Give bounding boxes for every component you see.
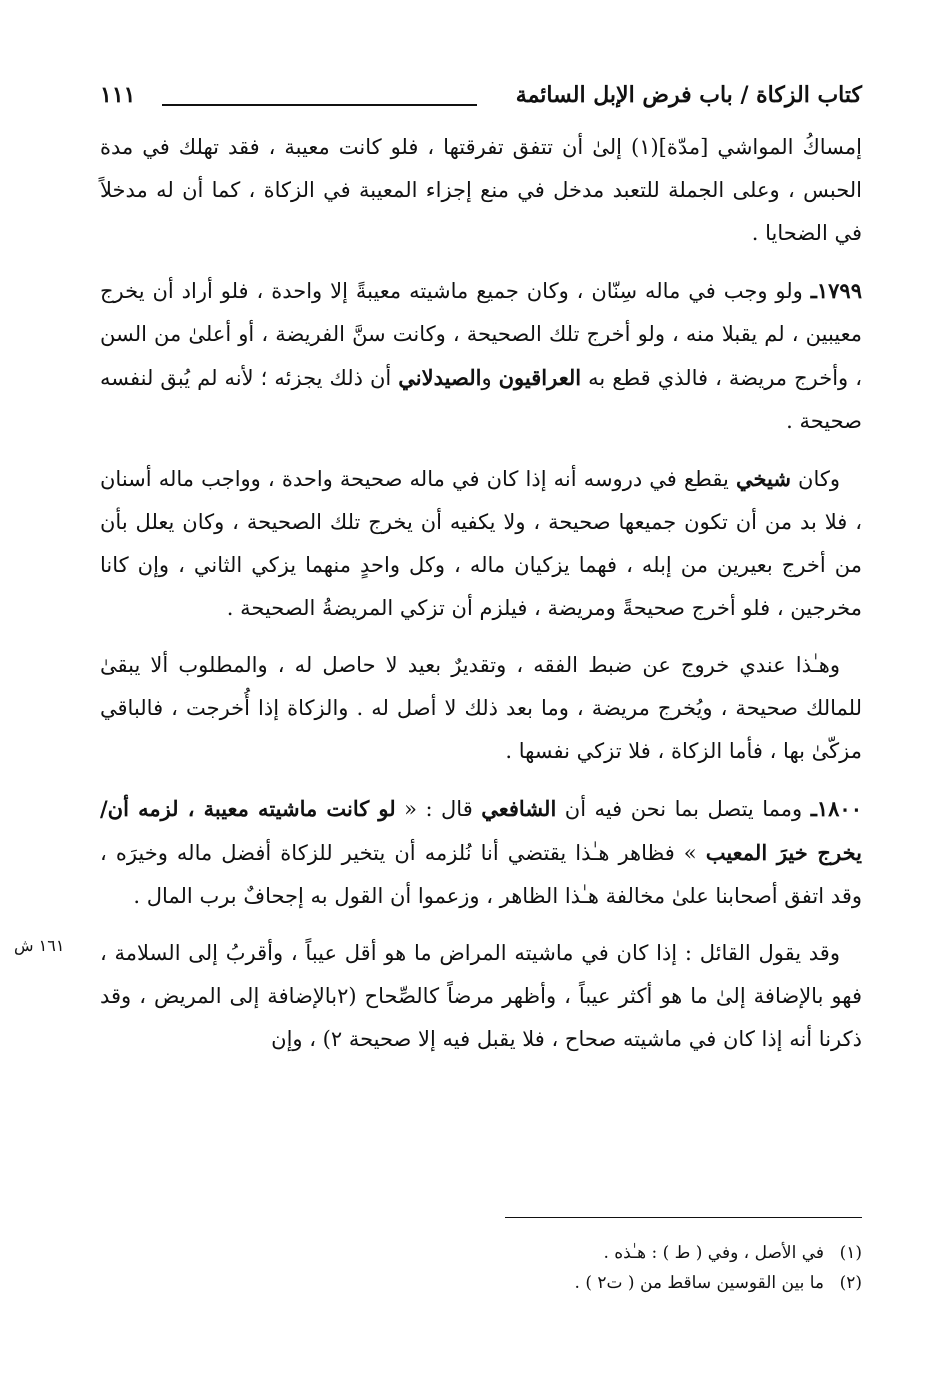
margin-folio-note: ١٦١ ش bbox=[14, 936, 65, 955]
footnotes bbox=[100, 1238, 862, 1298]
text-segment: بالإضافة إلى المريض ، وقد ذكرنا أنه إذا كان في ماشيته صحاح ، فلا يقبل فيه إلا صحيحة bbox=[100, 984, 862, 1051]
header-title: كتاب الزكاة / باب فرض الإبل السائمة bbox=[515, 82, 862, 108]
paragraph bbox=[100, 787, 862, 918]
bold-text-segment: الشافعي bbox=[481, 796, 557, 821]
body-text bbox=[100, 126, 862, 1075]
text-segment: (١) bbox=[630, 135, 659, 159]
footnote-rule bbox=[505, 1217, 862, 1218]
text-segment: وكان bbox=[790, 467, 841, 491]
text-segment: أن ذلك يجزئه ؛ لأنه لم يُبق لنفسه صحيحة . bbox=[100, 366, 862, 433]
footnote-number: (١) bbox=[839, 1243, 862, 1263]
text-segment: يقطع في دروسه أنه إذا كان في ماله صحيحة واحدة ، وواجب ماله أسنان ، فلا بد من أن تكون جميعها صحيحة ، ولا يكفيه أن يخرج تلك الصحيحة ، وكان يعلل بأن من أخرج بعيرين من إبله ، فهما يزكيان ماله ، وكل واحدٍ منهما يزكي الثاني ، وإن كانا مخرجين ، فلو أخرج صحيحةً ومريضة ، فيلزم أن تزكي المريضةُ الصحيحة . bbox=[100, 467, 862, 620]
bold-text-segment: العراقيون bbox=[498, 365, 582, 390]
text-segment: وهـٰذا عندي خروج عن ضبط الفقه ، وتقديرٌ بعيد لا حاصل له ، والمطلوب ألا يبقىٰ للمالك صحيحة ، ويُخرج مريضة ، وما بعد ذلك لا أصل له . والزكاة إذا أُخرجت ، فالباقي مزكّىٰ بها ، فأما الزكاة ، فلا تزكي نفسها . bbox=[100, 653, 862, 763]
bold-text-segment: لو كانت ماشيته معيبة ، لزمه أن/ يخرج خيرَ المعيب bbox=[100, 796, 862, 865]
paragraph bbox=[100, 644, 862, 773]
footnote bbox=[100, 1268, 862, 1298]
bold-text-segment: شيخي bbox=[735, 466, 791, 491]
paragraph bbox=[100, 932, 862, 1061]
text-segment: وقد يقول القائل : إذا كان في ماشيته المراض ما هو أقل عيباً ، وأقربُ إلى السلامة ، فهو بالإضافة إلىٰ ما هو أكثر عيباً ، وأظهر مرضاً كالصِّحاح bbox=[100, 941, 862, 1008]
text-segment: ٢) bbox=[322, 1027, 343, 1051]
footnote bbox=[100, 1238, 862, 1268]
paragraph bbox=[100, 126, 862, 255]
text-segment: و bbox=[481, 366, 499, 390]
text-segment: إمساكُ المواشي [مدّة] bbox=[658, 135, 862, 159]
footnote-text: في الأصل ، وفي ( ط ) : هـٰذه . bbox=[603, 1243, 824, 1263]
text-segment: ومما يتصل بما نحن فيه أن bbox=[556, 797, 811, 821]
text-segment: ولو وجب في ماله سِنّان ، وكان جميع ماشيته معيبةً إلا واحدة ، فلو أراد أن يخرج معيبين ، لم يقبلا منه ، ولو أخرج تلك الصحيحة ، وكانت سنَّ الفريضة ، أو أعلىٰ من السن ، وأخرج مريضة ، فالذي قطع به bbox=[100, 279, 862, 390]
text-segment: » فظاهر هـٰذا يقتضي أنا نُلزمه أن يتخير للزكاة أفضل ماله وخيرَه ، وقد اتفق أصحابنا علىٰ مخالفة هـٰذا الظاهر ، وزعموا أن القول به إجحافٌ برب المال . bbox=[100, 841, 862, 908]
text-segment: ، وإن bbox=[271, 1027, 323, 1051]
paragraph bbox=[100, 457, 862, 630]
page-number: ١١١ bbox=[100, 82, 136, 108]
header-rule bbox=[162, 104, 477, 106]
running-header bbox=[100, 82, 862, 122]
footnote-number: (٢) bbox=[839, 1273, 862, 1293]
bold-text-segment: الصيدلاني bbox=[398, 365, 482, 390]
text-segment: قال : « bbox=[395, 797, 482, 821]
text-segment: (٢ bbox=[337, 984, 357, 1008]
bold-text-segment: ١٨٠٠ـ bbox=[810, 796, 862, 821]
bold-text-segment: ١٧٩٩ـ bbox=[810, 278, 862, 303]
paragraph bbox=[100, 269, 862, 443]
text-segment: إلىٰ أن تتفق تفرقتها ، فلو كانت معيبة ، فقد تهلك في مدة الحبس ، وعلى الجملة للتعبد مدخل في منع إجزاء المعيبة في الزكاة ، كما أن له مدخلاً في الضحايا . bbox=[100, 135, 862, 245]
footnote-text: ما بين القوسين ساقط من ( ت٢ ) . bbox=[574, 1273, 824, 1293]
